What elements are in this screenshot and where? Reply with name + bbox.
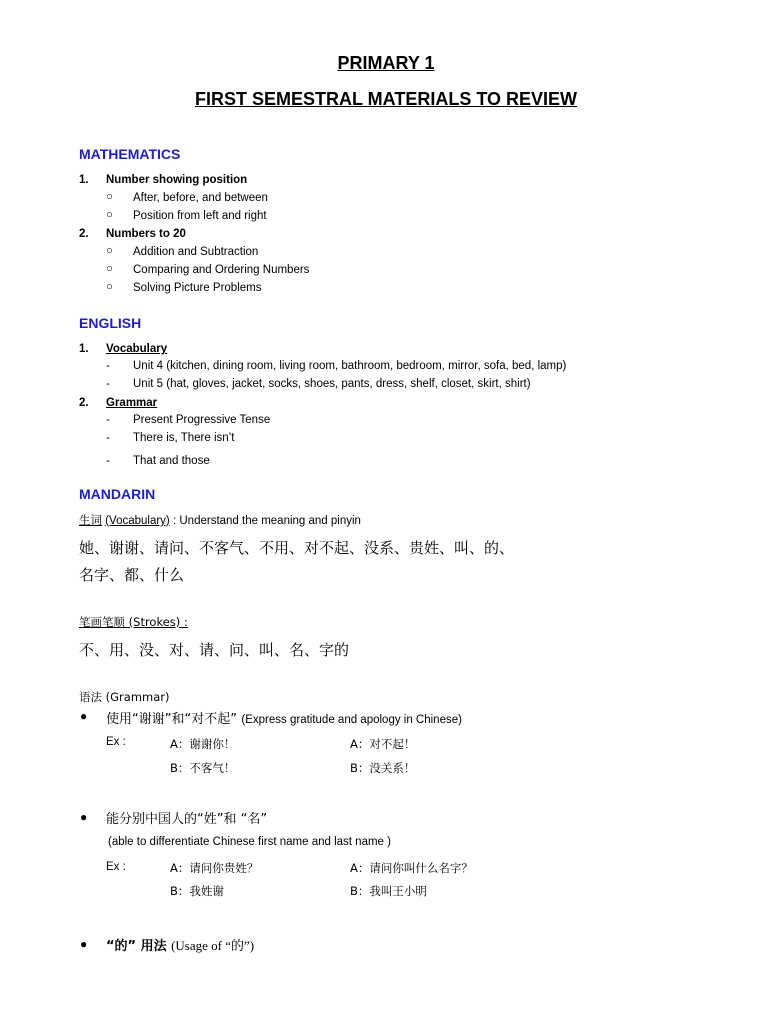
example-line: B：我姓谢 [170, 884, 224, 898]
dash-bullet-icon: - [106, 360, 110, 372]
sub-list-item: Unit 4 (kitchen, dining room, living room, bathroom, bedroom, mirror, sofa, bed, lamp) [133, 360, 567, 372]
sub-list-item: Present Progressive Tense [133, 414, 271, 426]
section-heading-mathematics: MATHEMATICS [79, 146, 181, 162]
vocabulary-words-line: 她、谢谢、请问、不客气、不用、对不起、没系、贵姓、叫、的、 [79, 539, 515, 557]
dash-bullet-icon: - [106, 432, 110, 444]
circle-bullet-icon: ○ [106, 263, 113, 275]
list-number: 1. [79, 343, 89, 355]
grammar-point-en: (Express gratitude and apology in Chinese) [241, 714, 462, 726]
strokes-label: 笔画笔顺 (Strokes) : [79, 615, 188, 629]
document-subtitle: FIRST SEMESTRAL MATERIALS TO REVIEW [194, 89, 578, 109]
example-line: A：请问你贵姓？ [170, 861, 259, 875]
list-number: 2. [79, 397, 89, 409]
grammar-point [106, 935, 254, 955]
circle-bullet-icon: ○ [106, 245, 113, 257]
document-title: PRIMARY 1 [337, 53, 435, 73]
circle-bullet-icon: ○ [106, 191, 113, 203]
section-heading-mandarin: MANDARIN [79, 486, 156, 502]
list-item: Vocabulary [106, 343, 168, 355]
vocabulary-colon: : [172, 515, 177, 527]
example-line: A：请问你叫什么名字？ [350, 861, 473, 875]
filled-bullet-icon: ● [80, 709, 88, 723]
sub-list-item: Solving Picture Problems [133, 282, 262, 294]
example-line: B：没关系！ [350, 761, 416, 775]
sub-list-item: That and those [133, 455, 210, 467]
filled-bullet-icon: ● [80, 810, 88, 824]
strokes-characters: 不、用、没、对、请、问、叫、名、字的 [79, 641, 350, 659]
grammar-point-en: (able to differentiate Chinese first name and last name ) [108, 836, 391, 848]
grammar-point [106, 708, 462, 728]
example-label: Ex : [106, 736, 126, 748]
dash-bullet-icon: - [106, 455, 110, 467]
circle-bullet-icon: ○ [106, 281, 113, 293]
list-number: 2. [79, 228, 89, 240]
dash-bullet-icon: - [106, 414, 110, 426]
vocabulary-label [79, 512, 361, 528]
vocabulary-description: Understand the meaning and pinyin [179, 515, 361, 527]
grammar-point-zh: “的” 用法 [106, 939, 167, 954]
vocabulary-label-en: (Vocabulary) [105, 515, 170, 527]
dash-bullet-icon: - [106, 378, 110, 390]
list-item: Grammar [106, 397, 158, 409]
sub-list-item: Comparing and Ordering Numbers [133, 264, 310, 276]
sub-list-item: Addition and Subtraction [133, 246, 259, 258]
example-line: A：对不起！ [350, 737, 416, 751]
example-label: Ex : [106, 861, 126, 873]
grammar-point-zh: 能分别中国人的“姓”和 “名” [106, 812, 268, 827]
grammar-label: 语法 (Grammar) [79, 690, 170, 704]
section-heading-english: ENGLISH [79, 315, 142, 331]
sub-list-item: There is, There isn’t [133, 432, 235, 444]
example-line: B：我叫王小明 [350, 884, 427, 898]
sub-list-item: After, before, and between [133, 192, 268, 204]
vocabulary-label-zh: 生词 [79, 513, 102, 527]
grammar-point-en: (Usage of “的”) [171, 938, 255, 953]
list-item: Number showing position [106, 174, 248, 186]
sub-list-item: Position from left and right [133, 210, 267, 222]
example-line: A：谢谢你！ [170, 737, 236, 751]
vocabulary-words-line: 名字、都、什么 [79, 566, 185, 584]
list-item: Numbers to 20 [106, 228, 186, 240]
circle-bullet-icon: ○ [106, 209, 113, 221]
list-number: 1. [79, 174, 89, 186]
filled-bullet-icon: ● [80, 937, 88, 951]
example-line: B：不客气！ [170, 761, 236, 775]
grammar-point-zh: 使用“谢谢”和“对不起” [106, 712, 237, 727]
sub-list-item: Unit 5 (hat, gloves, jacket, socks, shoes, pants, dress, shelf, closet, skirt, shirt) [133, 378, 531, 390]
